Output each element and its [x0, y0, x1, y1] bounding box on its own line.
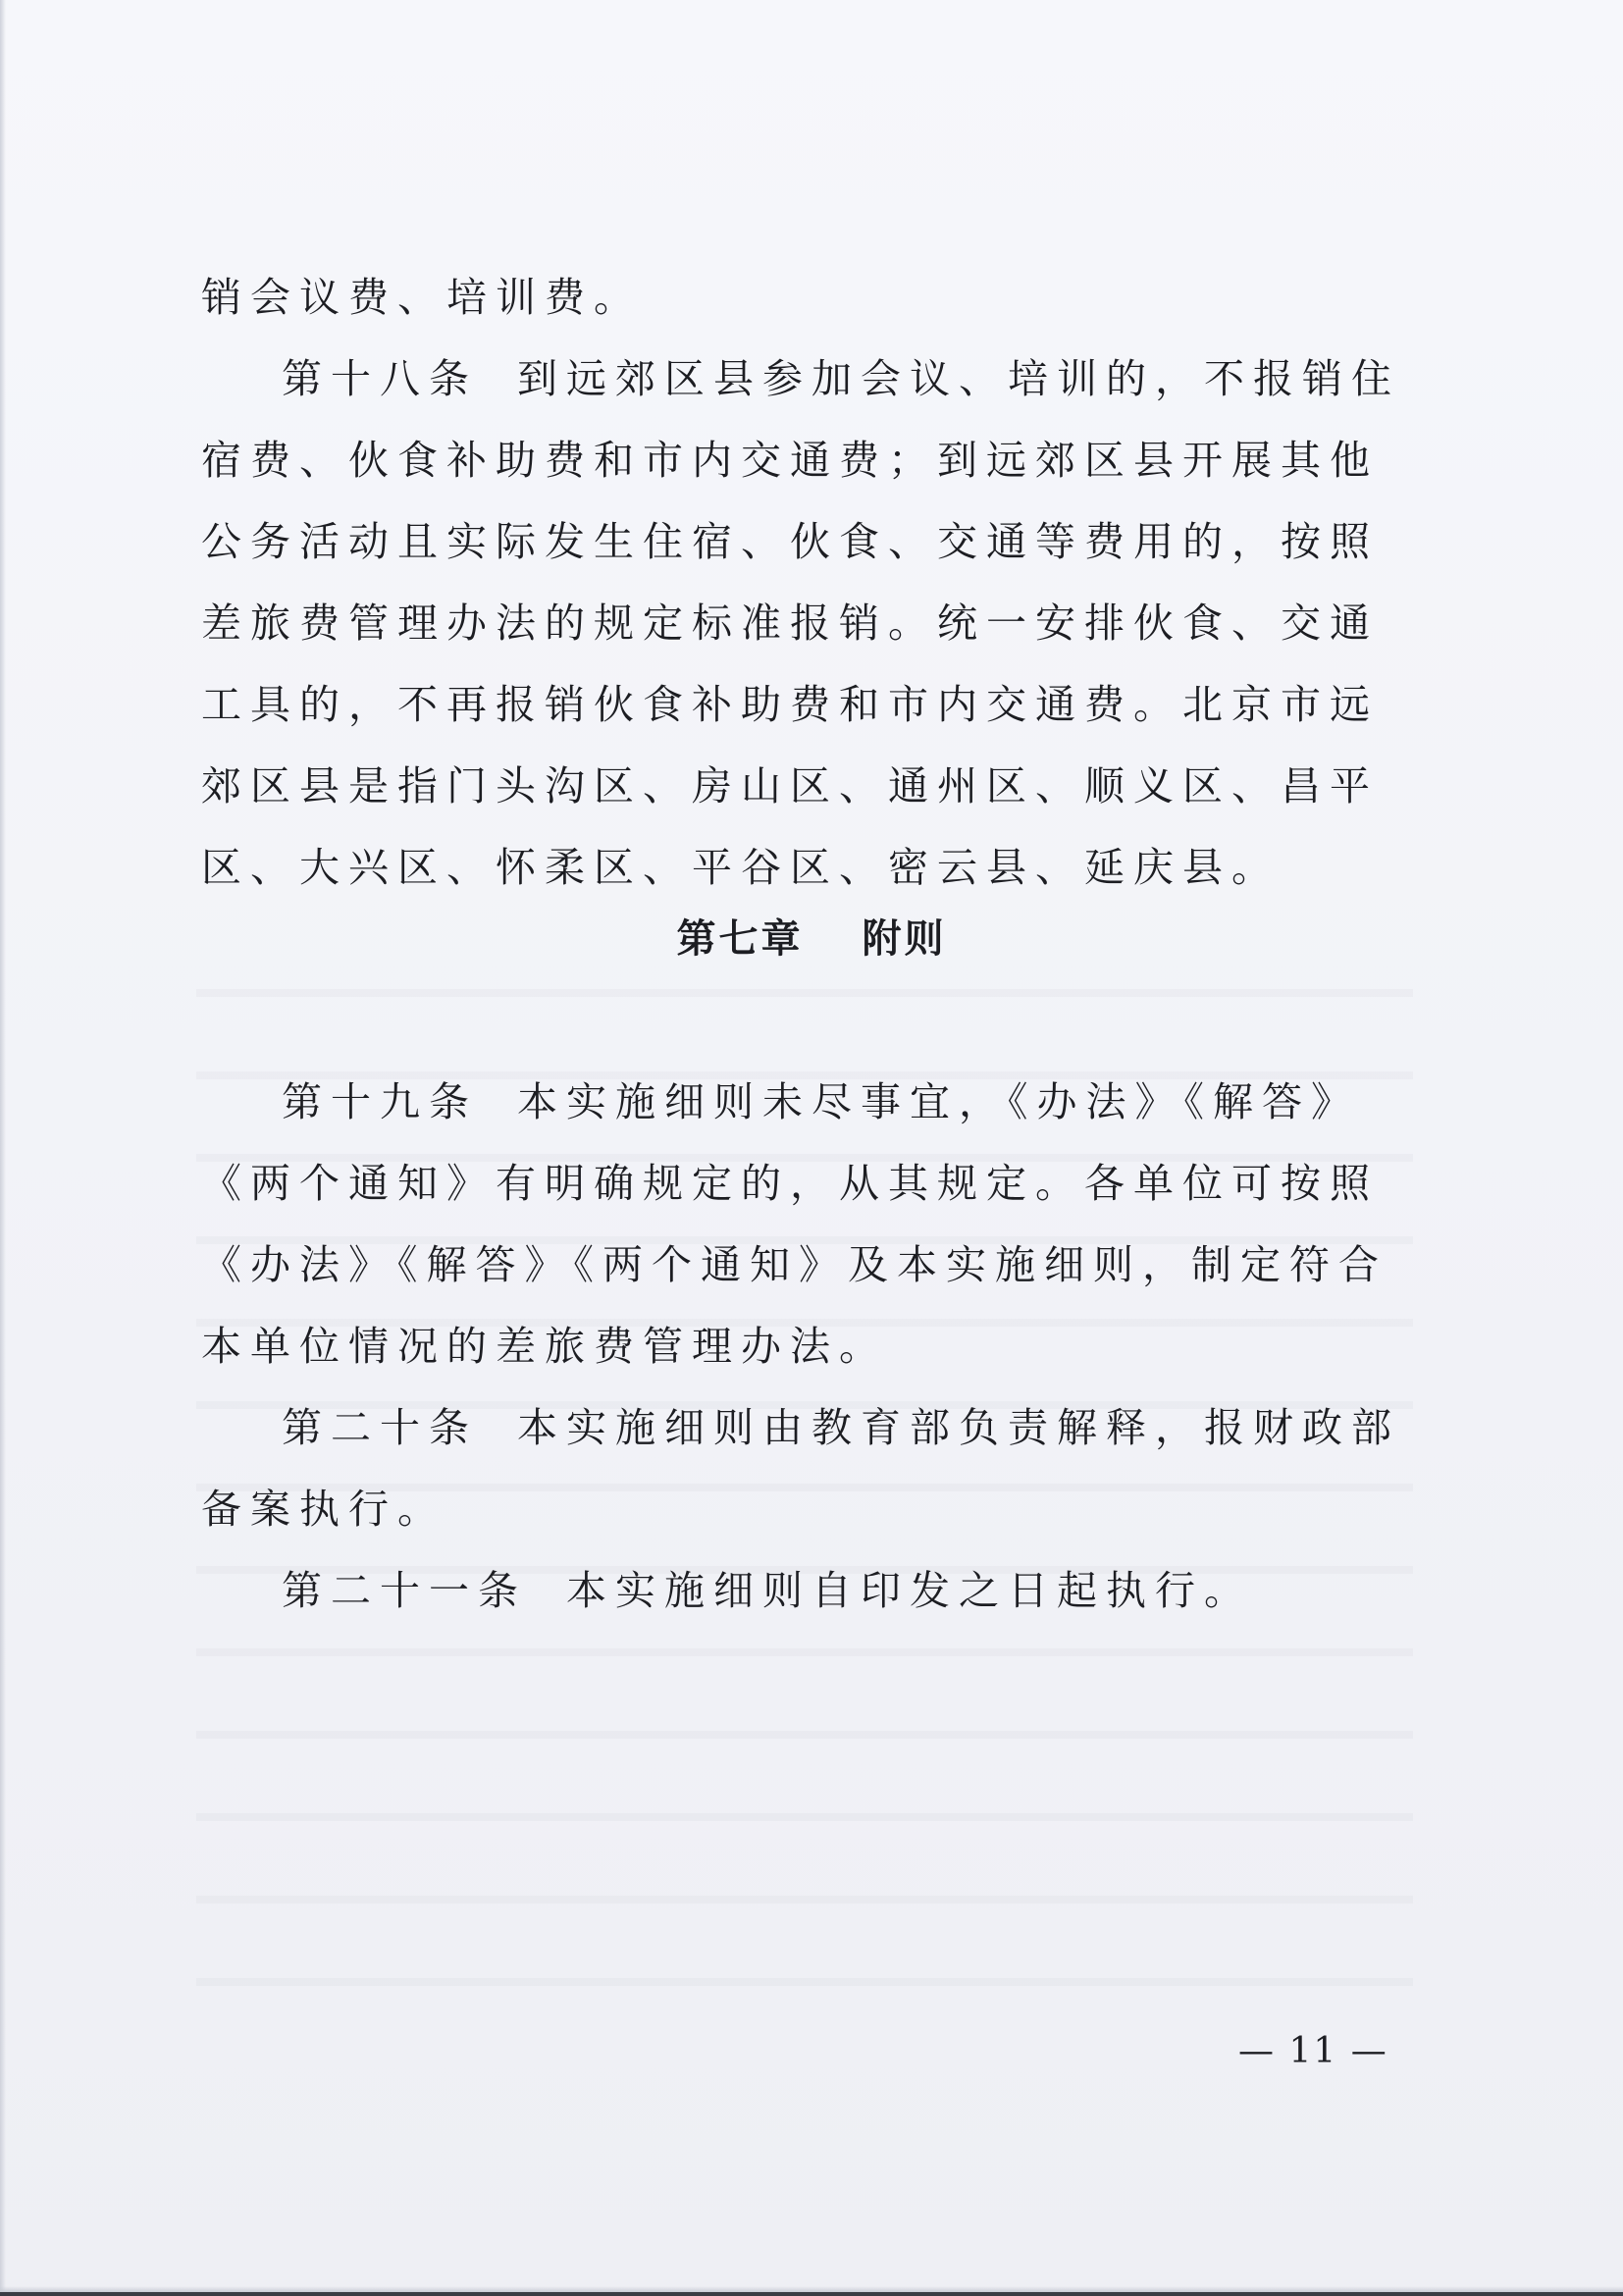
- article-18-label: 第十八条: [282, 355, 478, 402]
- article-20-text: 本实施细则由教育部负责解释，报财政部备案执行。: [201, 1404, 1400, 1533]
- article-21-label: 第二十一条: [282, 1567, 527, 1614]
- continuation-text: 销会议费、培训费。: [201, 274, 643, 321]
- article-21-text: 本实施细则自印发之日起执行。: [566, 1567, 1253, 1614]
- scan-edge-bottom: [0, 2286, 1623, 2296]
- paragraph-continuation: [201, 257, 1410, 339]
- article-19-text: 本实施细则未尽事宜，《办法》《解答》《两个通知》有明确规定的，从其规定。各单位可按照《办法》《解答》《两个通知》及本实施细则，制定符合本单位情况的差旅费管理办法。: [201, 1078, 1387, 1370]
- body-section-bottom: [201, 1062, 1410, 1632]
- page-number: — 11 —: [1238, 2031, 1388, 2071]
- article-20-label: 第二十条: [282, 1404, 478, 1451]
- chapter-number: 第七章: [676, 916, 804, 962]
- body-section-top: [201, 257, 1410, 909]
- article-20: [201, 1387, 1410, 1550]
- chapter-heading: [0, 908, 1623, 964]
- article-21: [201, 1550, 1410, 1632]
- article-19: [201, 1062, 1410, 1387]
- scan-edge-left: [0, 0, 6, 2296]
- chapter-title: 附则: [862, 916, 947, 962]
- article-18-text: 到远郊区县参加会议、培训的，不报销住宿费、伙食补助费和市内交通费；到远郊区县开展其他公务活动且实际发生住宿、伙食、交通等费用的，按照差旅费管理办法的规定标准报销。统一安排伙食、交通工具的，不再报销伙食补助费和市内交通费。北京市远郊区县是指门头沟区、房山区、通州区、顺义区、昌平区、大兴区、怀柔区、平谷区、密云县、延庆县。: [201, 355, 1400, 891]
- article-19-label: 第十九条: [282, 1078, 478, 1125]
- article-18: [201, 339, 1410, 909]
